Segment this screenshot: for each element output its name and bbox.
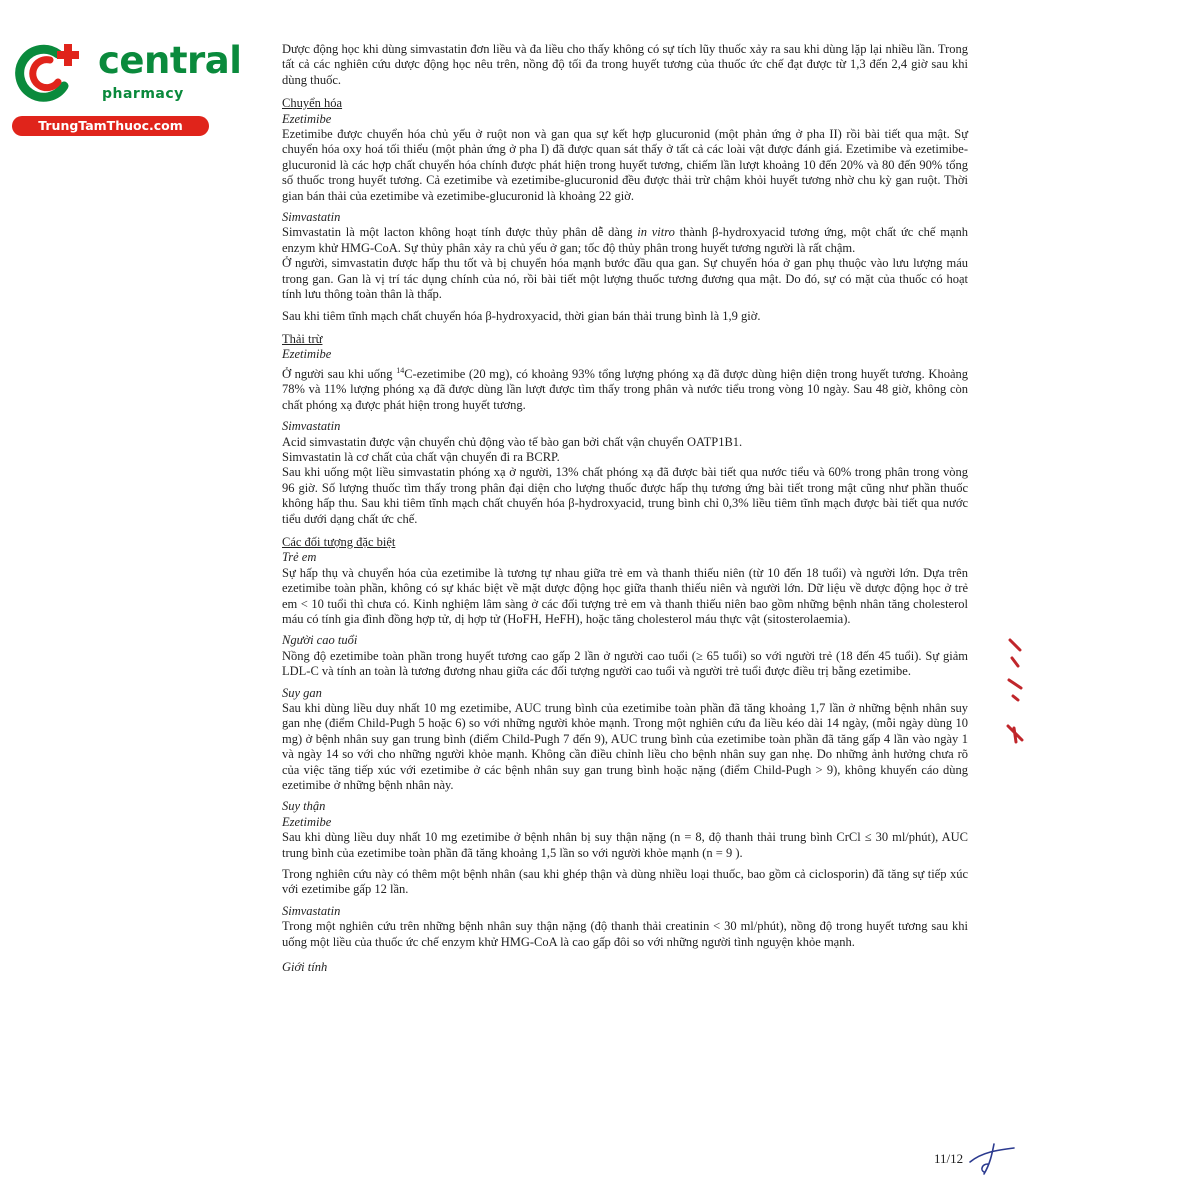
paragraph — [282, 363, 968, 413]
subsection-title: Simvastatin — [282, 903, 341, 918]
paragraph: Acid simvastatin được vận chuyển chủ động vào tế bào gan bởi chất vận chuyển OATP1B1. — [282, 434, 743, 449]
paragraph: Trong nghiên cứu này có thêm một bệnh nhân (sau khi ghép thận và dùng nhiều loại thuốc, bao gồm cả ciclosporin) đã tăng sự tiếp xúc với ezetimibe gấp 12 lần. — [282, 867, 968, 897]
central-pharmacy-logo — [12, 36, 242, 138]
text-run: thành β-hydroxyacid tương ứng, một chất ức chế mạnh enzym khử HMG-CoA. Sự thủy phân xảy ra chủ yếu ở gan; tốc độ thủy phân trong huyết tương người là rất chậm. — [282, 225, 968, 255]
paragraph: Sau khi tiêm tĩnh mạch chất chuyển hóa β-hydroxyacid, thời gian bán thải trung bình là 1,9 giờ. — [282, 308, 761, 323]
signature-mark — [964, 1138, 1024, 1178]
logo-website-badge[interactable]: TrungTamThuoc.com — [12, 116, 209, 136]
subsection-title: Suy thận — [282, 799, 326, 814]
subsection-title: Ezetimibe — [282, 111, 332, 126]
italic-text: in vitro — [637, 225, 675, 240]
section-thai-tru — [282, 332, 968, 527]
subsection-title: Ezetimibe — [282, 347, 332, 362]
paragraph: Sau khi dùng liều duy nhất 10 mg ezetimibe ở bệnh nhân bị suy thận nặng (n = 8, độ thanh thải trung bình CrCl ≤ 30 ml/phút), AUC trung bình của ezetimibe toàn phần đã tăng khoảng 1,5 lần so với người khỏe mạnh (n = 9 ). — [282, 830, 968, 860]
paragraph — [282, 225, 968, 256]
logo-subtitle: pharmacy — [102, 86, 184, 102]
section-title: Các đối tượng đặc biệt — [282, 534, 396, 549]
pharmacy-logo-icon — [14, 40, 86, 104]
paragraph: Simvastatin là cơ chất của chất vận chuyển đi ra BCRP. — [282, 449, 560, 464]
paragraph: Nồng độ ezetimibe toàn phần trong huyết tương cao gấp 2 lần ở người cao tuổi (≥ 65 tuổi) so với người trẻ (18 đến 45 tuổi). Sự giảm LDL-C và tính an toàn là tương đương nhau giữa các đối tượng người cao tuổi và người trẻ tuổi được điều trị bằng ezetimibe. — [282, 648, 968, 679]
paragraph: Sự hấp thụ và chuyển hóa của ezetimibe là tương tự nhau giữa trẻ em và thanh thiếu niên (từ 10 đến 18 tuổi) và người lớn. Dựa trên ezetimibe toàn phần, không có sự khác biệt về mặt dược động học giữa thanh thiếu niên và người lớn. Dữ liệu về dược động học ở trẻ em < 10 tuổi thì chưa có. Kinh nghiệm lâm sàng ở các đối tượng trẻ em và thanh thiếu niên bao gồm những bệnh nhân tăng cholesterol máu có tính gia đình đồng hợp tử, dị hợp tử (HoFH, HeFH), hoặc tăng cholesterol máu thực vật (sitosterolaemia). — [282, 565, 968, 626]
subsection-title: Người cao tuổi — [282, 633, 358, 648]
subsection-title: Simvastatin — [282, 419, 341, 434]
subsection-title: Trẻ em — [282, 550, 317, 565]
text-run: Ở người sau khi uống — [282, 366, 397, 381]
section-chuyen-hoa — [282, 96, 968, 324]
logo-name: central — [98, 39, 242, 82]
subsection-title: Suy gan — [282, 685, 322, 700]
paragraph: Sau khi uống một liều simvastatin phóng xạ ở người, 13% chất phóng xạ đã được bài tiết qua nước tiểu và 60% trong phân trong vòng 96 giờ. Số lượng thuốc tìm thấy trong phân đại diện cho lượng thuốc được hấp thụ tương ứng bài tiết trong mật cũng như phần thuốc không hấp thu. Sau khi tiêm tĩnh mạch chất chuyển hóa β-hydroxyacid, trung bình chỉ 0,3% liều tiêm tĩnh mạch được bài tiết qua nước tiểu dưới dạng chất ức chế. — [282, 465, 968, 526]
text-run: C-ezetimibe (20 mg), có khoảng 93% tổng lượng phóng xạ đã được dùng hiện diện trong huyết tương. Khoảng 78% và 11% lượng phóng xạ đã được dùng lần lượt được tìm thấy trong phân và nước tiểu trong vòng 10 ngày. Sau 48 giờ, không còn chất phóng xạ được phát hiện trong huyết tương. — [282, 366, 968, 412]
paragraph: Ezetimibe được chuyển hóa chủ yếu ở ruột non và gan qua sự kết hợp glucuronid (một phản ứng ở pha II) rồi bài tiết qua mật. Sự chuyển hóa oxy hoá tối thiểu (một phản ứng ở pha I) đã được quan sát thấy ở tất cả các loài vật được đánh giá. Ezetimibe và ezetimibe-glucuronid là các hợp chất chuyển hóa chính được phát hiện trong huyết tương, chiếm lần lượt khoảng 10 đến 20% và 80 đến 90% tổng số thuốc trong huyết tương. Cả ezetimibe và ezetimibe-glucuronid đều được thải trừ chậm khỏi huyết tương nhờ chu kỳ gan ruột. Thời gian bán thải của ezetimibe và ezetimibe-glucuronid là khoảng 22 giờ. — [282, 127, 968, 203]
subsection-title: Giới tính — [282, 960, 328, 975]
margin-stamp-mark — [1004, 636, 1026, 746]
section-doi-tuong-dac-biet — [282, 535, 968, 976]
section-title: Thải trừ — [282, 331, 323, 346]
document-body — [282, 42, 968, 976]
intro-paragraph: Dược động học khi dùng simvastatin đơn liều và đa liều cho thấy không có sự tích lũy thuốc xảy ra sau khi dùng lặp lại nhiều lần. Trong tất cả các nghiên cứu dược động học nêu trên, nồng độ tối đa trong huyết tương của thuốc ức chế đạt được từ 1,3 đến 2,4 giờ sau khi dùng thuốc. — [282, 42, 968, 87]
paragraph: Ở người, simvastatin được hấp thu tốt và bị chuyển hóa mạnh bước đầu qua gan. Sự chuyển hóa ở gan phụ thuộc vào lưu lượng máu trong gan. Gan là vị trí tác dụng chính của nó, rồi bài tiết một lượng thuốc tương đương qua mật. Do đó, sự có mặt của thuốc có hoạt tính lưu thông toàn thân là thấp. — [282, 256, 968, 302]
superscript: 14 — [396, 365, 405, 375]
paragraph: Sau khi dùng liều duy nhất 10 mg ezetimibe, AUC trung bình của ezetimibe toàn phần đã tăng khoảng 1,7 lần ở những bệnh nhân suy gan nhẹ (điểm Child-Pugh 5 hoặc 6) so với những người khỏe mạnh. Trong một nghiên cứu đa liều kéo dài 14 ngày, (mỗi ngày dùng 10 mg) ở bệnh nhân suy gan trung bình (điểm Child-Pugh 7 đến 9), AUC trung bình của ezetimibe toàn phần đã tăng gấp 4 lần vào ngày 1 và ngày 14 so với cho những người khỏe mạnh. Không cần điều chỉnh liều cho bệnh nhân suy gan nhẹ. Do những ảnh hưởng chưa rõ của việc tăng tiếp xúc với ezetimibe ở các bệnh nhân suy gan trung bình hoặc nặng (điểm Child-Pugh > 9), không khuyến cáo dùng ezetimibe ở những bệnh nhân này. — [282, 701, 968, 793]
page-number: 11/12 — [934, 1151, 964, 1166]
section-title: Chuyển hóa — [282, 96, 343, 111]
subsection-title: Ezetimibe — [282, 814, 332, 829]
text-run: Simvastatin là một lacton không hoạt tính được thủy phân dễ dàng — [282, 225, 638, 240]
subsection-title: Simvastatin — [282, 210, 341, 225]
paragraph: Trong một nghiên cứu trên những bệnh nhân suy thận nặng (độ thanh thải creatinin < 30 ml/phút), nồng độ trong huyết tương sau khi uống một liều của thuốc ức chế enzym khử HMG-CoA là cao gấp đôi so với những người tình nguyện khỏe mạnh. — [282, 919, 968, 949]
